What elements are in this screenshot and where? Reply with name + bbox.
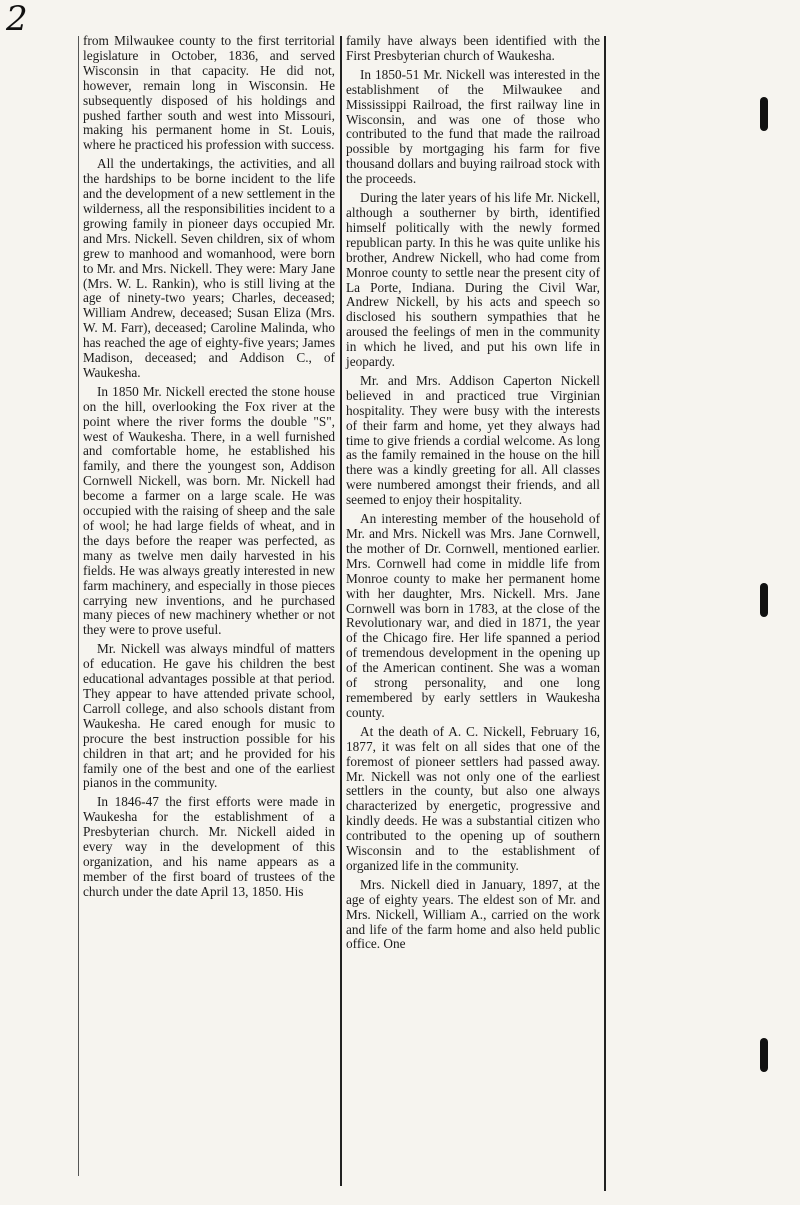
- left-column-rule: [78, 36, 79, 1176]
- page-number-mark: 2: [6, 0, 28, 39]
- binder-hole-mark: [760, 583, 768, 617]
- right-text-column: [346, 34, 600, 956]
- paragraph: family have always been identified with the First Presbyterian church of Waukesha.: [346, 33, 600, 63]
- middle-column-rule: [340, 36, 342, 1186]
- paragraph: In 1850-51 Mr. Nickell was interested in the establishment of the Milwaukee and Mississippi Railroad, the first railway line in Wisconsin, and was one of those who contributed to the fund that made the railroad possible by mortgaging his farm for five thousand dollars and buying railroad stock with the proceeds.: [346, 66, 600, 187]
- paragraph: Mr. and Mrs. Addison Caperton Nickell believed in and practiced true Virginian hospitality. They were busy with the interests of their farm and home, yet they always had time to give friends a cordial welcome. As long as the family remained in the house on the hill there was a kindly greeting for all. All classes were numbered amongst their friends, and all seemed to enjoy their hospitality.: [346, 372, 600, 508]
- paragraph: In 1846-47 the first efforts were made in Waukesha for the establishment of a Presbyterian church. Mr. Nickell aided in every way in the development of this organization, and his name appears as a member of the first board of trustees of the church under the date April 13, 1850. His: [83, 794, 335, 899]
- left-text-column: [83, 34, 335, 904]
- right-column-rule: [604, 36, 606, 1191]
- paragraph: Mrs. Nickell died in January, 1897, at the age of eighty years. The eldest son of Mr. and Mrs. Nickell, William A., carried on the work and life of the farm home and also held public office. One: [346, 876, 600, 952]
- paragraph: At the death of A. C. Nickell, February 16, 1877, it was felt on all sides that one of the foremost of pioneer settlers had passed away. Mr. Nickell was not only one of the earliest settlers in the county, but also one always characterized by energetic, progressive and kindly deeds. He was a substantial citizen who contributed to the opening up of southern Wisconsin and to the establishment of organized life in the community.: [346, 723, 600, 873]
- paragraph: An interesting member of the household of Mr. and Mrs. Nickell was Mrs. Jane Cornwell, the mother of Dr. Cornwell, mentioned earlier. Mrs. Cornwell had come in middle life from Monroe county to make her permanent home with her daughter, Mrs. Nickell. Mrs. Jane Cornwell was born in 1783, at the close of the Revolutionary war, and died in 1871, the year of the Chicago fire. Her life spanned a period of tremendous development in the opening up of the American continent. She was a woman of strong personality, and one long remembered by early settlers in Waukesha county.: [346, 511, 600, 720]
- paragraph: During the later years of his life Mr. Nickell, although a southerner by birth, identified himself politically with the newly formed republican party. In this he was quite unlike his brother, Andrew Nickell, who had come from Monroe county to settle near the present city of La Porte, Indiana. During the Civil War, Andrew Nickell, by his acts and speech so disclosed his southern sympathies that he aroused the feelings of men in the community in which he lived, and put his own life in jeopardy.: [346, 190, 600, 370]
- paragraph: Mr. Nickell was always mindful of matters of education. He gave his children the best educational advantages possible at that period. They appear to have attended private school, Carroll college, and also schools distant from Waukesha. He cared enough for music to procure the best instruction possible for his children in that art; and he provided for his family one of the best and one of the earliest pianos in the community.: [83, 641, 335, 791]
- paragraph: All the undertakings, the activities, and all the hardships to be borne incident to the life and the development of a new settlement in the wilderness, all the responsibilities incident to a growing family in pioneer days occupied Mr. and Mrs. Nickell. Seven children, six of whom grew to manhood and womanhood, were born to Mr. and Mrs. Nickell. They were: Mary Jane (Mrs. W. L. Rankin), who is still living at the age of ninety-two years; Charles, deceased; William Andrew, deceased; Susan Eliza (Mrs. W. M. Farr), deceased; Caroline Malinda, who has reached the age of eighty-five years; James Madison, deceased; and Addison C., of Waukesha.: [83, 156, 335, 380]
- binder-hole-mark: [760, 97, 768, 131]
- paragraph: from Milwaukee county to the first territorial legislature in October, 1836, and served Wisconsin in that capacity. He did not, however, remain long in Wisconsin. He subsequently disposed of his holdings and pushed farther south and west into Missouri, making his permanent home in St. Louis, where he practiced his profession with success.: [83, 33, 335, 153]
- paragraph: In 1850 Mr. Nickell erected the stone house on the hill, overlooking the Fox river at the point where the river forms the double "S", west of Waukesha. There, in a well furnished and comfortable home, he established his family, and there the youngest son, Addison Cornwell Nickell, was born. Mr. Nickell had become a farmer on a large scale. He was occupied with the raising of sheep and the sale of wool; he had large fields of wheat, and in the days before the reaper was perfected, as many as twelve men daily harvested in his fields. He was always greatly interested in new farm machinery, and especially in those pieces carrying new inventions, and he purchased many pieces of new machinery whether or not they were to prove useful.: [83, 383, 335, 638]
- binder-hole-mark: [760, 1038, 768, 1072]
